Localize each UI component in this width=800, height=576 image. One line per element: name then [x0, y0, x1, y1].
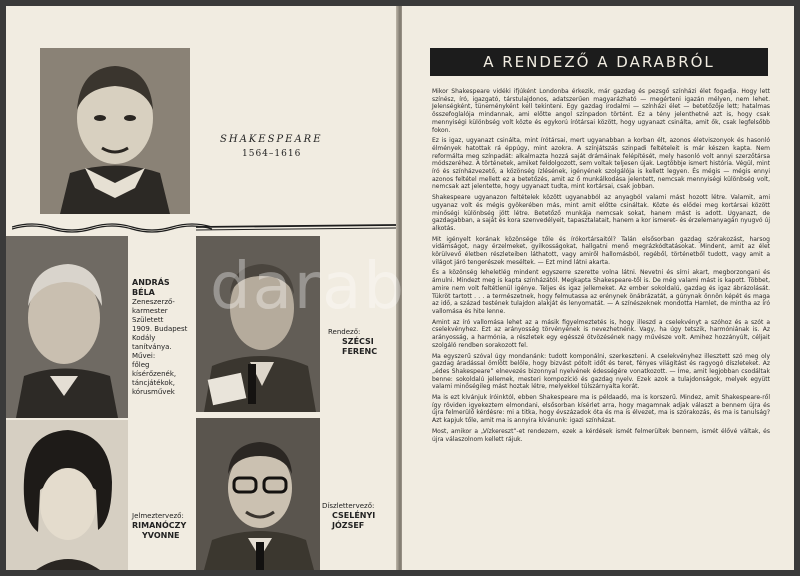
andras-bela-photo — [6, 236, 128, 418]
andras-bio-8: kísérőzenék, — [132, 370, 177, 378]
rendezo-name-last: FERENC — [342, 347, 378, 356]
rimanoczy-yvonne-photo — [6, 420, 128, 570]
jelmez-role: Jelmeztervező: — [132, 512, 184, 520]
article-paragraph: Ez is igaz, ugyanazt csinálta, mint írótársai, mert ugyanabban a korban élt, azonos életviszonyok és hasonló élmények hatottak rá éppúgy, mint azokra. A színjátszás szinpadi feltételeit is már készen kapta. Nem reformálta meg színpadát: alkalmazta hozzá saját drámáinak felépítését, mely hasonló volt annyi szerzőtársa módszeréhez. A történetek, amiket feldolgozott, sem voltak teljesen újak. Legtöbbje ismert história. Végül, mint író és színházvezető, a közönség ízlésének, igényének szolgálója is kellett legyen. És mégis — mégis ennyi azonos feltétel mellett ez a betetőzés, amit az ő munkálkodása jelentett, nemcsak mennyiségi különbség volt, nemcsak azt jelentette, hogy ugyanazt tudta, mint kortársai, csak jobban. — [432, 137, 770, 191]
left-page — [6, 6, 398, 570]
shakespeare-portrait — [40, 48, 190, 214]
diszlet-name-last: JÓZSEF — [332, 521, 365, 530]
diszlet-caption — [322, 502, 396, 531]
andras-bela-caption — [132, 278, 192, 397]
diszlet-name-first: CSELÉNYI — [332, 511, 376, 520]
right-page — [402, 6, 794, 570]
andras-name-first: ANDRÁS — [132, 278, 170, 287]
article-body — [432, 88, 770, 446]
andras-bio-0: Zeneszerző- — [132, 298, 175, 306]
andras-bio-9: táncjátékok, — [132, 379, 175, 387]
jelmez-caption — [132, 512, 198, 541]
article-paragraph: Shakespeare ugyanazon feltételek között ugyanabból az anyagból valami mást hozott létre. Valamit, ami ugyanaz volt és mégis gyökerében más, mint amit előtte csináltak. Közte és elődei meg kortársai között minőségi különbség jött létre. Betetőző munkája nemcsak sokat, hanem mást is adott. Ugyanazt, de gazdagabban, a saját és kora szenvedélyeit, tapasztalatait, hanem a kor ismeret- és érzelemanyagán nyugvó új alkotás. — [432, 194, 770, 232]
andras-bio-3: 1909. Budapest — [132, 325, 188, 333]
andras-bio-5: tanítványa. — [132, 343, 172, 351]
andras-bio-10: kórusművek — [132, 388, 175, 396]
diszlet-role: Díszlettervező: — [322, 502, 375, 510]
shakespeare-name: SHAKESPEARE — [220, 134, 323, 145]
man-glasses-portrait-icon — [196, 418, 320, 570]
article-title: A RENDEZŐ A DARABRÓL — [430, 48, 768, 76]
shakespeare-years: 1564–1616 — [242, 149, 302, 159]
decorative-divider — [12, 219, 396, 233]
rendezo-caption — [328, 328, 394, 357]
andras-bio-2: Született — [132, 316, 164, 324]
man-portrait-icon — [196, 236, 320, 412]
andras-name-last: BÉLA — [132, 288, 155, 297]
shakespeare-engraving-icon — [40, 48, 190, 214]
rendezo-name-first: SZÉCSI — [342, 337, 374, 346]
article-paragraph: Ma is ezt kívánjuk íróinktól, ebben Shakespeare ma is példaadó, ma is korszerű. Mindez, amit Shakespeare-ről így röviden igyekeztem elmondani, elsősorban kísérlet arra, hogy magamnak adjak választ a bennem újra és újra felmerülő kérdésre: mi a titka, hogy évszázadok óta és ma is élvezet, ma is szórakozás, és ma is tanulság? Azt kapjuk tőle, amit ma is annyira kívánunk: igazi színházat. — [432, 394, 770, 425]
article-paragraph: Amint az író vallomása lehet az a másik figyelmeztetés is, hogy illeszd a cselekvényt a szóhoz és a szót a cselekvényhez. Ezt az arányosság törvényének is nevezhetnénk. Vagy, ha úgy tetszik, harmóniának is. Az arányosság, a harmónia, a részletek egy egésszé ötvözésének nagy művésze volt. Amihez hozzányúlt, céljait szolgáló rendben sorakozott fel. — [432, 318, 770, 349]
article-paragraph: Mit igényelt korának közönsége tőle és írókortársaitól? Talán elsősorban gazdag szórakozást, harsog vidámságot, nagy érzelmeket, gyilkosságokat, hallgatni menő megrázkódtatásokat. Mindent, amit az élet körülvevő életben részleteiben láthatott, vagy amiről hallomásból, regéből, történetből tudott, vagy amit a világot járó tengerészek meséltek. — Ezt mind látni akarta. — [432, 235, 770, 266]
article-paragraph: És a közönség leheletlég mindent egyszerre szerette volna látni. Nevetni és sírni akart, megborzongani és ámulni. Mindezt meg is kapta színházától. Megkapta Shakespeare-től is. De még valami mást is kapott. Többet, amire nem volt feltétlenül igénye. Teljes és igaz jellemeket. Az ember sokoldalú, gazdag és igaz ábrázolását. Tükröt tartott . . . a természetnek, hogy felmutassa az erénynek önábrázatát, a gúnynak önnön képét és maga az idő, a század testének tulajdon alakját és lenyomatát. — A színészeknek mondotta Hamlet, de mintha az író vallomása és hite lenne. — [432, 269, 770, 315]
andras-bio-7: főleg — [132, 361, 150, 369]
cselenyi-jozsef-photo — [196, 418, 320, 570]
andras-bio-1: karmester — [132, 307, 168, 315]
article-paragraph: Mikor Shakespeare vidéki ifjúként Londonba érkezik, már gazdag és pezsgő színházi élet fogadja. Hogy lett színész, író, igazgató, társtulajdonos, adatszerűen magyarázható — megérteni igazán mélyen, nem lehet. Jelenségként, tüneményként kell tekinteni. Egy gazdag irodalmi — színházi élet — betetőzője lett; hatalmas összefoglalója mindannak, ami előtte angol színpadon történt. Ez a tény jelenthetné azt is, hogy csak mennyiségi különbség volt közte és egykorú írótársai között, hogy ugyanazt csinálta, amit ők, csak legfelsőbb fokon. — [432, 88, 770, 134]
szecsi-ferenc-photo — [196, 236, 320, 412]
andras-bio-4: Kodály — [132, 334, 156, 342]
article-paragraph: Ma egyszerű szóval úgy mondanánk: tudott komponálni, szerkeszteni. A cselekvényhez illesztett szó meg oly gazdag áradással ömlött belőle, hogy bizvást pótolt időt és teret, fényes világítást és ragyogó díszleteket. Az „édes Shakespeare” elnevezés bizonnyal nyelvének édességére vonatkozott. — Íme, amit legjobban csodáltak benne: sokoldalú jellemek, mesteri kompozíció és gazdag nyelv. Ezek azok a tulajdonságok, melyek együtt valami minőségileg mást hoztak létre, melyekkel túlszárnyalta korát. — [432, 352, 770, 391]
man-portrait-icon — [6, 236, 128, 418]
article-paragraph: Most, amikor a „Vízkereszt”-et rendezem, ezek a kérdések ismét felmerültek bennem, ismét élővé váltak, és újra válaszolnom kellett rájuk. — [432, 427, 770, 443]
rendezo-role: Rendező: — [328, 328, 361, 336]
woman-portrait-icon — [6, 420, 128, 570]
watermark-text: darab — [210, 250, 406, 324]
andras-bio-6: Művei: — [132, 352, 156, 360]
jelmez-name-last: YVONNE — [142, 531, 180, 540]
jelmez-name-first: RIMANÓCZY — [132, 521, 187, 530]
